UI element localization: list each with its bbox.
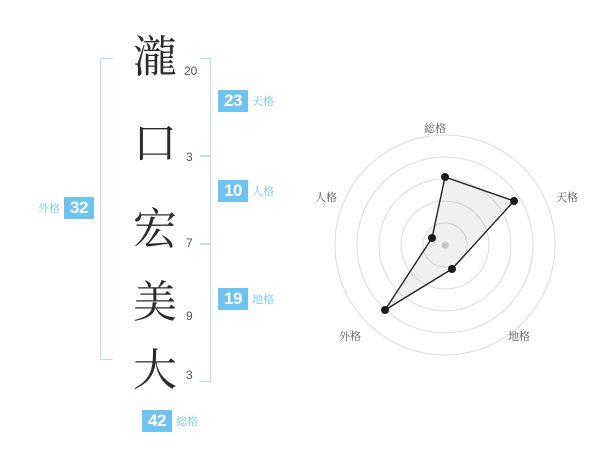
kanji-2: 口 [133, 118, 177, 169]
strokes-1: 20 [184, 64, 198, 78]
radar-point-ten [510, 197, 518, 205]
strokes-2: 3 [186, 150, 193, 164]
radar-label-chi: 地格 [508, 331, 530, 343]
radar-label-gai: 外格 [339, 331, 361, 343]
score-ten [218, 90, 274, 112]
radar-series [381, 173, 518, 314]
jinkaku-bracket [200, 156, 211, 244]
radar-label-sou: 総格 [424, 123, 446, 135]
radar-chart-svg [300, 0, 600, 470]
score-ten-value: 23 [218, 90, 248, 112]
score-ten-label: 天格 [252, 96, 274, 108]
radar-point-chi [448, 265, 456, 273]
radar-point-jin [428, 234, 436, 242]
score-outer [38, 197, 94, 219]
tenkaku-bracket [200, 58, 211, 156]
score-outer-value: 32 [64, 197, 94, 219]
score-sou-label: 総格 [176, 416, 198, 428]
strokes-4: 9 [186, 309, 193, 323]
radar-label-ten: 天格 [556, 192, 578, 204]
radar-point-sou [441, 173, 449, 181]
kanji-1: 瀧 [133, 32, 177, 83]
score-jin-value: 10 [218, 180, 248, 202]
score-chi-value: 19 [218, 288, 248, 310]
kanji-5: 大 [133, 345, 177, 396]
kanji-3: 宏 [133, 204, 177, 255]
score-jin [218, 180, 274, 202]
strokes-3: 7 [186, 236, 193, 250]
radar-chart-panel [300, 0, 600, 470]
radar-point-gai [381, 306, 389, 314]
kanji-4: 美 [133, 277, 177, 328]
outer-bracket [100, 58, 113, 360]
score-chi [218, 288, 274, 310]
strokes-5: 3 [186, 368, 193, 382]
score-outer-label: 外格 [38, 203, 60, 215]
radar-label-jin: 人格 [315, 192, 337, 204]
score-jin-label: 人格 [252, 186, 274, 198]
score-chi-label: 地格 [252, 294, 274, 306]
score-sou [142, 410, 198, 432]
chikaku-bracket [200, 244, 211, 382]
score-sou-value: 42 [142, 410, 172, 432]
